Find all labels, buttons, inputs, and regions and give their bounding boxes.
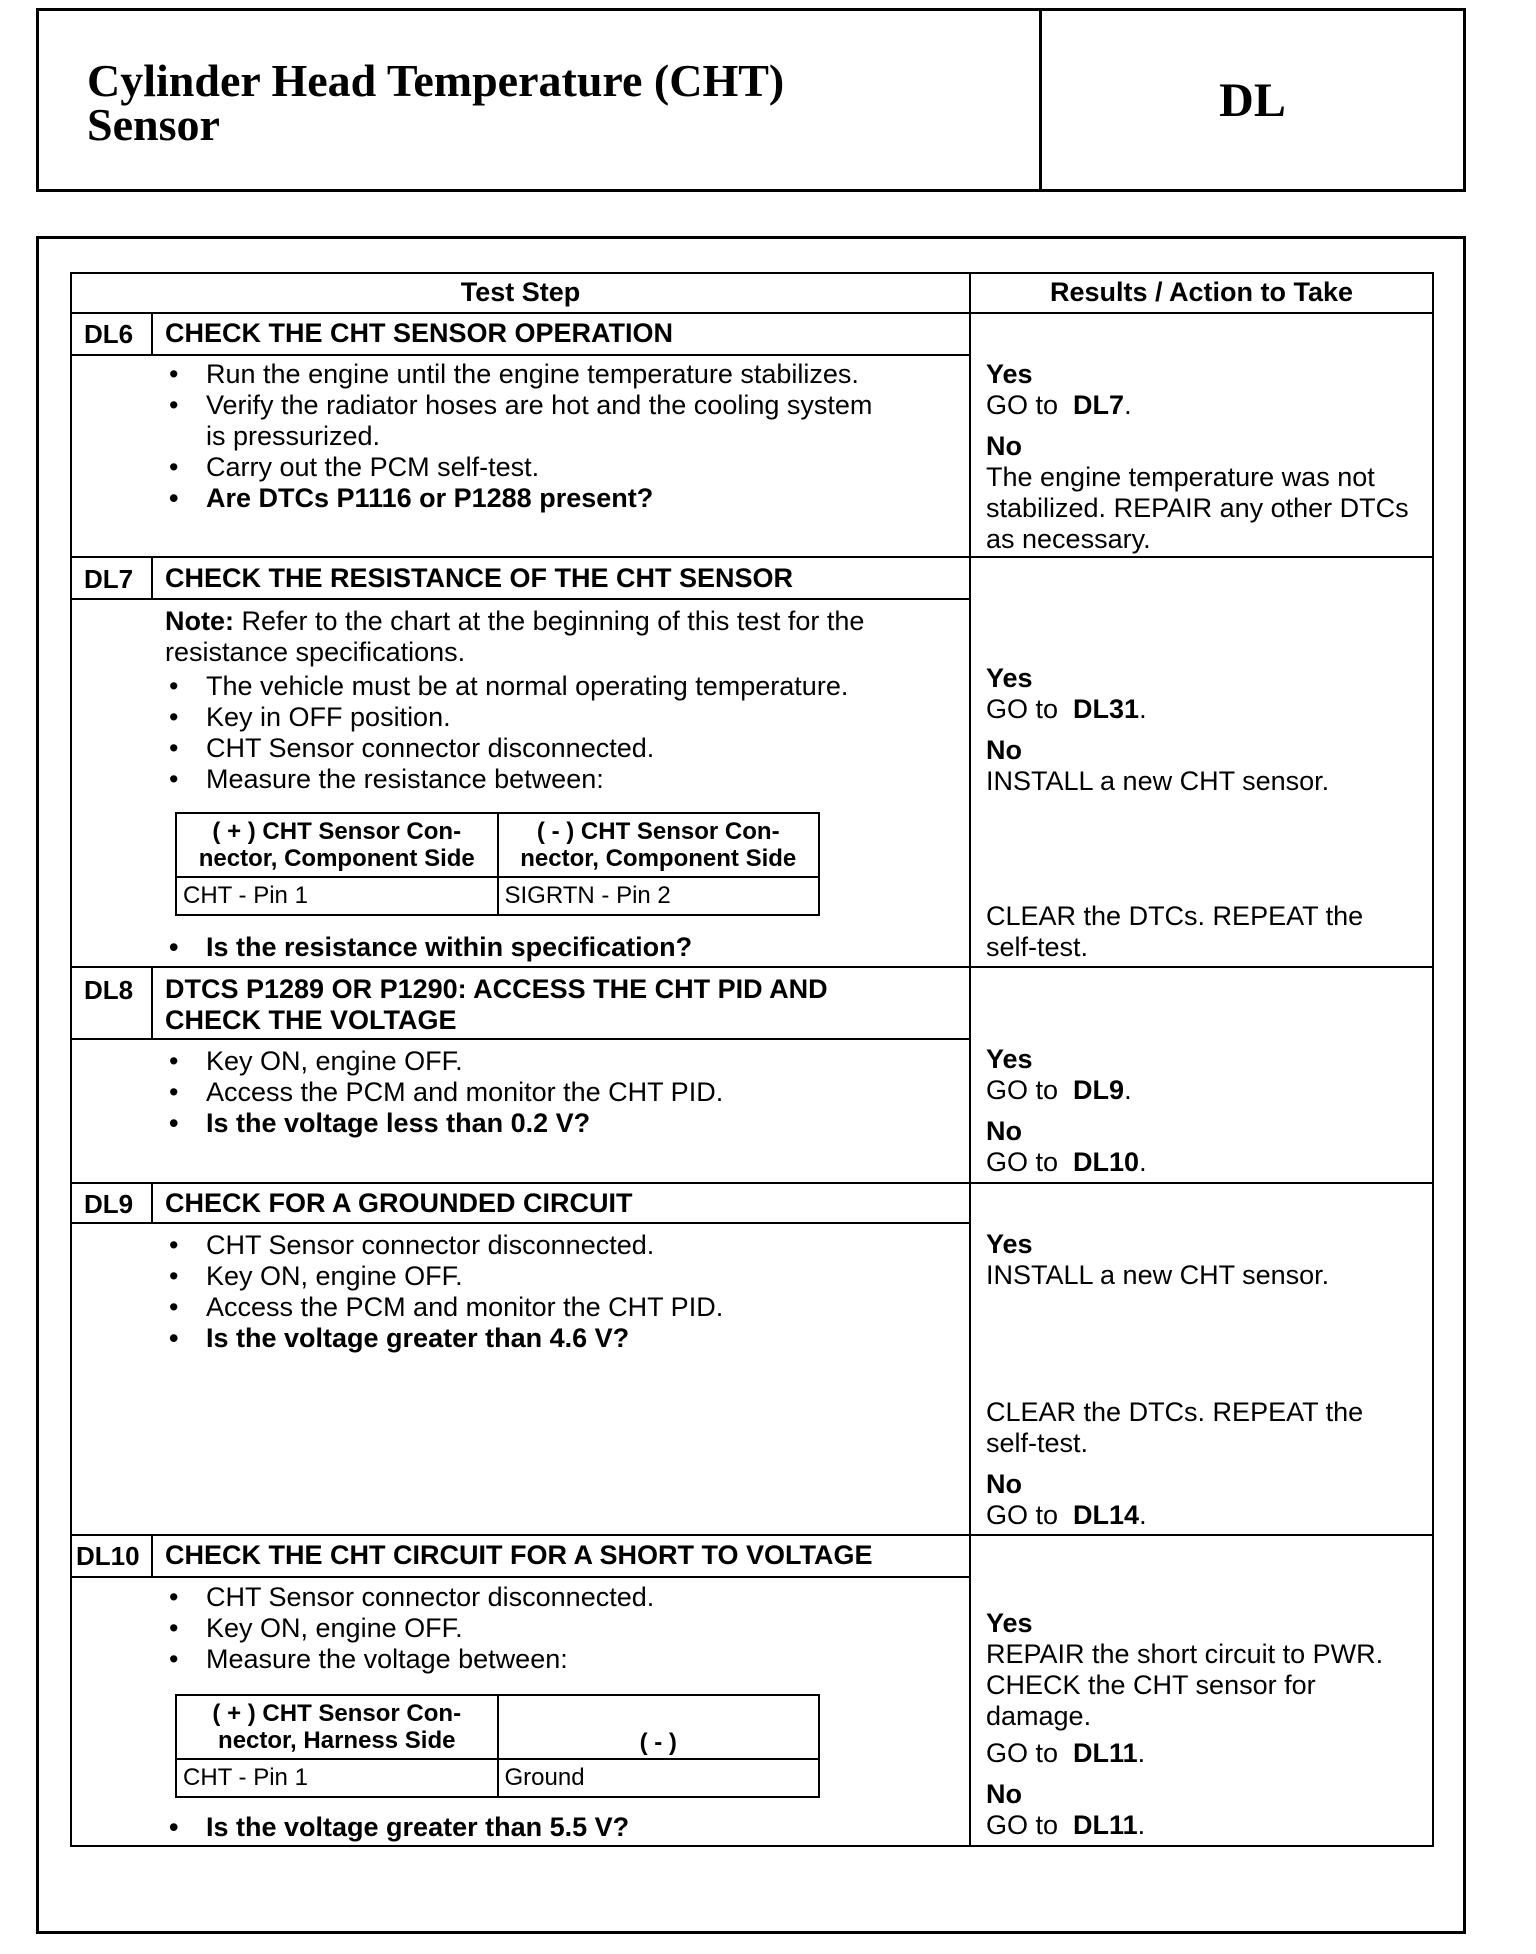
list-item: • Key ON, engine OFF. <box>165 1261 955 1292</box>
column-header-results: Results / Action to Take <box>1049 277 1354 307</box>
step-id-dl6: DL6 <box>84 319 134 349</box>
step-title-line <box>70 354 971 356</box>
go-to-text: GO to <box>986 1075 1059 1105</box>
list-item: • Key ON, engine OFF. <box>165 1613 955 1644</box>
go-to-text: GO to <box>986 694 1059 724</box>
neg-value: SIGRTN - Pin 2 <box>498 877 820 915</box>
column-header-test-step: Test Step <box>460 277 581 307</box>
note-text: Refer to the chart at the beginning of this test for the <box>241 606 865 636</box>
step-id-dl7: DL7 <box>84 564 134 594</box>
step-title-dl8-cont: CHECK THE VOLTAGE <box>165 1005 457 1035</box>
step-bullets-dl9 <box>165 1230 955 1354</box>
results-dl10 <box>986 1608 1383 1841</box>
no-label: No <box>986 1469 1022 1499</box>
go-to-text: GO to <box>986 1810 1059 1840</box>
row-line <box>70 966 1434 968</box>
list-item: • CHT Sensor connector disconnected. <box>165 1582 955 1613</box>
neg-value: Ground <box>498 1759 820 1797</box>
step-bullets-dl7 <box>165 671 955 795</box>
pos-header: ( + ) CHT Sensor Con- nector, Component Side <box>176 813 498 877</box>
no-label: No <box>986 735 1022 765</box>
step-note-dl7-cont: resistance specifications. <box>165 637 466 667</box>
go-to-link[interactable]: DL7 <box>1073 390 1125 420</box>
yes-label: Yes <box>986 1608 1033 1638</box>
go-to-text: GO to <box>986 1147 1059 1177</box>
step-title-line <box>70 598 971 600</box>
list-item: • CHT Sensor connector disconnected. <box>165 733 955 764</box>
go-to-text: GO to <box>986 390 1059 420</box>
results-dl7 <box>986 663 1329 797</box>
list-item: • Access the PCM and monitor the CHT PID. <box>165 1077 955 1108</box>
go-to-link[interactable]: DL11 <box>1073 1738 1138 1768</box>
step-bullets-dl8 <box>165 1046 955 1139</box>
no-action-line: stabilized. REPAIR any other DTCs <box>986 493 1409 523</box>
list-item: • Measure the resistance between: <box>165 764 955 795</box>
step-title-dl8: DTCS P1289 OR P1290: ACCESS THE CHT PID AND <box>165 974 828 1004</box>
page-title: Cylinder Head Temperature (CHT) Sensor <box>87 55 785 150</box>
go-to-text: GO to <box>986 1738 1059 1768</box>
yes-action-line: CHECK the CHT sensor for <box>986 1670 1316 1700</box>
neg-header: ( - ) <box>498 1695 820 1759</box>
yes-action-line: damage. <box>986 1701 1092 1731</box>
results-dl9-extra <box>986 1397 1363 1531</box>
extra-action-line: CLEAR the DTCs. REPEAT the <box>986 901 1364 931</box>
no-label: No <box>986 431 1022 461</box>
step-id-dl8: DL8 <box>84 975 134 1005</box>
yes-label: Yes <box>986 1044 1033 1074</box>
row-line <box>70 556 1434 558</box>
yes-label: Yes <box>986 1229 1033 1259</box>
step-question-dl10: • Is the voltage greater than 5.5 V? <box>165 1812 955 1843</box>
step-id-divider <box>151 1534 153 1578</box>
step-bullets-dl6 <box>165 359 955 514</box>
pos-header: ( + ) CHT Sensor Con- nector, Harness Side <box>176 1695 498 1759</box>
step-id-divider <box>151 1182 153 1224</box>
go-to-link[interactable]: DL31 <box>1073 694 1140 724</box>
step-title-line <box>70 1222 971 1224</box>
no-action: GO to DL11. <box>986 1810 1146 1840</box>
step-note-dl7 <box>165 606 864 637</box>
step-id-dl9: DL9 <box>84 1189 134 1219</box>
step-title-dl10: CHECK THE CHT CIRCUIT FOR A SHORT TO VOLTAGE <box>165 1540 873 1570</box>
measurement-table-dl10 <box>175 1694 820 1798</box>
results-dl8 <box>986 1044 1147 1178</box>
yes-action: GO to DL7. <box>986 390 1132 420</box>
pos-value: CHT - Pin 1 <box>176 877 498 915</box>
step-id-divider <box>151 312 153 356</box>
step-id-divider <box>151 966 153 1040</box>
list-item: • The vehicle must be at normal operating temperature. <box>165 671 955 702</box>
results-dl6 <box>986 359 1409 555</box>
go-to-link[interactable]: DL9 <box>1073 1075 1125 1105</box>
yes-action: GO to DL9. <box>986 1075 1132 1105</box>
extra-action-line: self-test. <box>986 1428 1089 1458</box>
step-bullets-dl10 <box>165 1582 955 1675</box>
step-title-dl7: CHECK THE RESISTANCE OF THE CHT SENSOR <box>165 563 794 593</box>
step-question-dl6: • Are DTCs P1116 or P1288 present? <box>165 483 955 514</box>
row-line <box>70 1182 1434 1184</box>
pos-value: CHT - Pin 1 <box>176 1759 498 1797</box>
go-to-text: GO to <box>986 1500 1059 1530</box>
note-label: Note: <box>165 606 234 636</box>
section-code: DL <box>1219 73 1286 127</box>
step-title-dl9: CHECK FOR A GROUNDED CIRCUIT <box>165 1188 633 1218</box>
no-action: GO to DL14. <box>986 1500 1147 1530</box>
step-question-list-dl7 <box>165 932 955 963</box>
yes-action-line: REPAIR the short circuit to PWR. <box>986 1639 1384 1669</box>
list-item: • Carry out the PCM self-test. <box>165 452 955 483</box>
step-id-divider <box>151 556 153 600</box>
yes-label: Yes <box>986 663 1033 693</box>
step-title-line <box>70 1038 971 1040</box>
step-title-line <box>70 1576 971 1578</box>
page-header <box>36 8 1466 192</box>
step-question-dl8: • Is the voltage less than 0.2 V? <box>165 1108 955 1139</box>
list-item: • Access the PCM and monitor the CHT PID. <box>165 1292 955 1323</box>
no-action: INSTALL a new CHT sensor. <box>986 766 1330 796</box>
extra-action-line: CLEAR the DTCs. REPEAT the <box>986 1397 1364 1427</box>
extra-action-line: self-test. <box>986 932 1089 962</box>
yes-action: GO to DL31. <box>986 694 1147 724</box>
no-label: No <box>986 1116 1022 1146</box>
list-item: • Key in OFF position. <box>165 702 955 733</box>
column-divider <box>969 272 971 1847</box>
step-id-dl10: DL10 <box>76 1541 140 1571</box>
row-line <box>70 1534 1434 1536</box>
step-title-dl6: CHECK THE CHT SENSOR OPERATION <box>165 318 674 348</box>
go-to-link[interactable]: DL10 <box>1073 1147 1140 1177</box>
step-question-list-dl10 <box>165 1812 955 1843</box>
list-item: • Verify the radiator hoses are hot and the cooling system is pressurized. <box>165 390 955 452</box>
yes-action: GO to DL11. <box>986 1738 1146 1768</box>
neg-header: ( - ) CHT Sensor Con- nector, Component Side <box>498 813 820 877</box>
no-action-line: The engine temperature was not <box>986 462 1375 492</box>
results-dl7-extra <box>986 901 1363 963</box>
yes-label: Yes <box>986 359 1033 389</box>
list-item: • Key ON, engine OFF. <box>165 1046 955 1077</box>
go-to-link[interactable]: DL14 <box>1073 1500 1140 1530</box>
no-action-line: as necessary. <box>986 524 1151 554</box>
measurement-table-dl7 <box>175 812 820 916</box>
list-item: • Measure the voltage between: <box>165 1644 955 1675</box>
no-action: GO to DL10. <box>986 1147 1147 1177</box>
step-question-dl7: • Is the resistance within specification? <box>165 932 955 963</box>
step-question-dl9: • Is the voltage greater than 4.6 V? <box>165 1323 955 1354</box>
list-item: • Run the engine until the engine temperature stabilizes. <box>165 359 955 390</box>
go-to-link[interactable]: DL11 <box>1073 1810 1138 1840</box>
no-label: No <box>986 1779 1022 1809</box>
results-dl9 <box>986 1229 1329 1291</box>
list-item: • CHT Sensor connector disconnected. <box>165 1230 955 1261</box>
header-row-line <box>70 312 1434 314</box>
yes-action: INSTALL a new CHT sensor. <box>986 1260 1330 1290</box>
